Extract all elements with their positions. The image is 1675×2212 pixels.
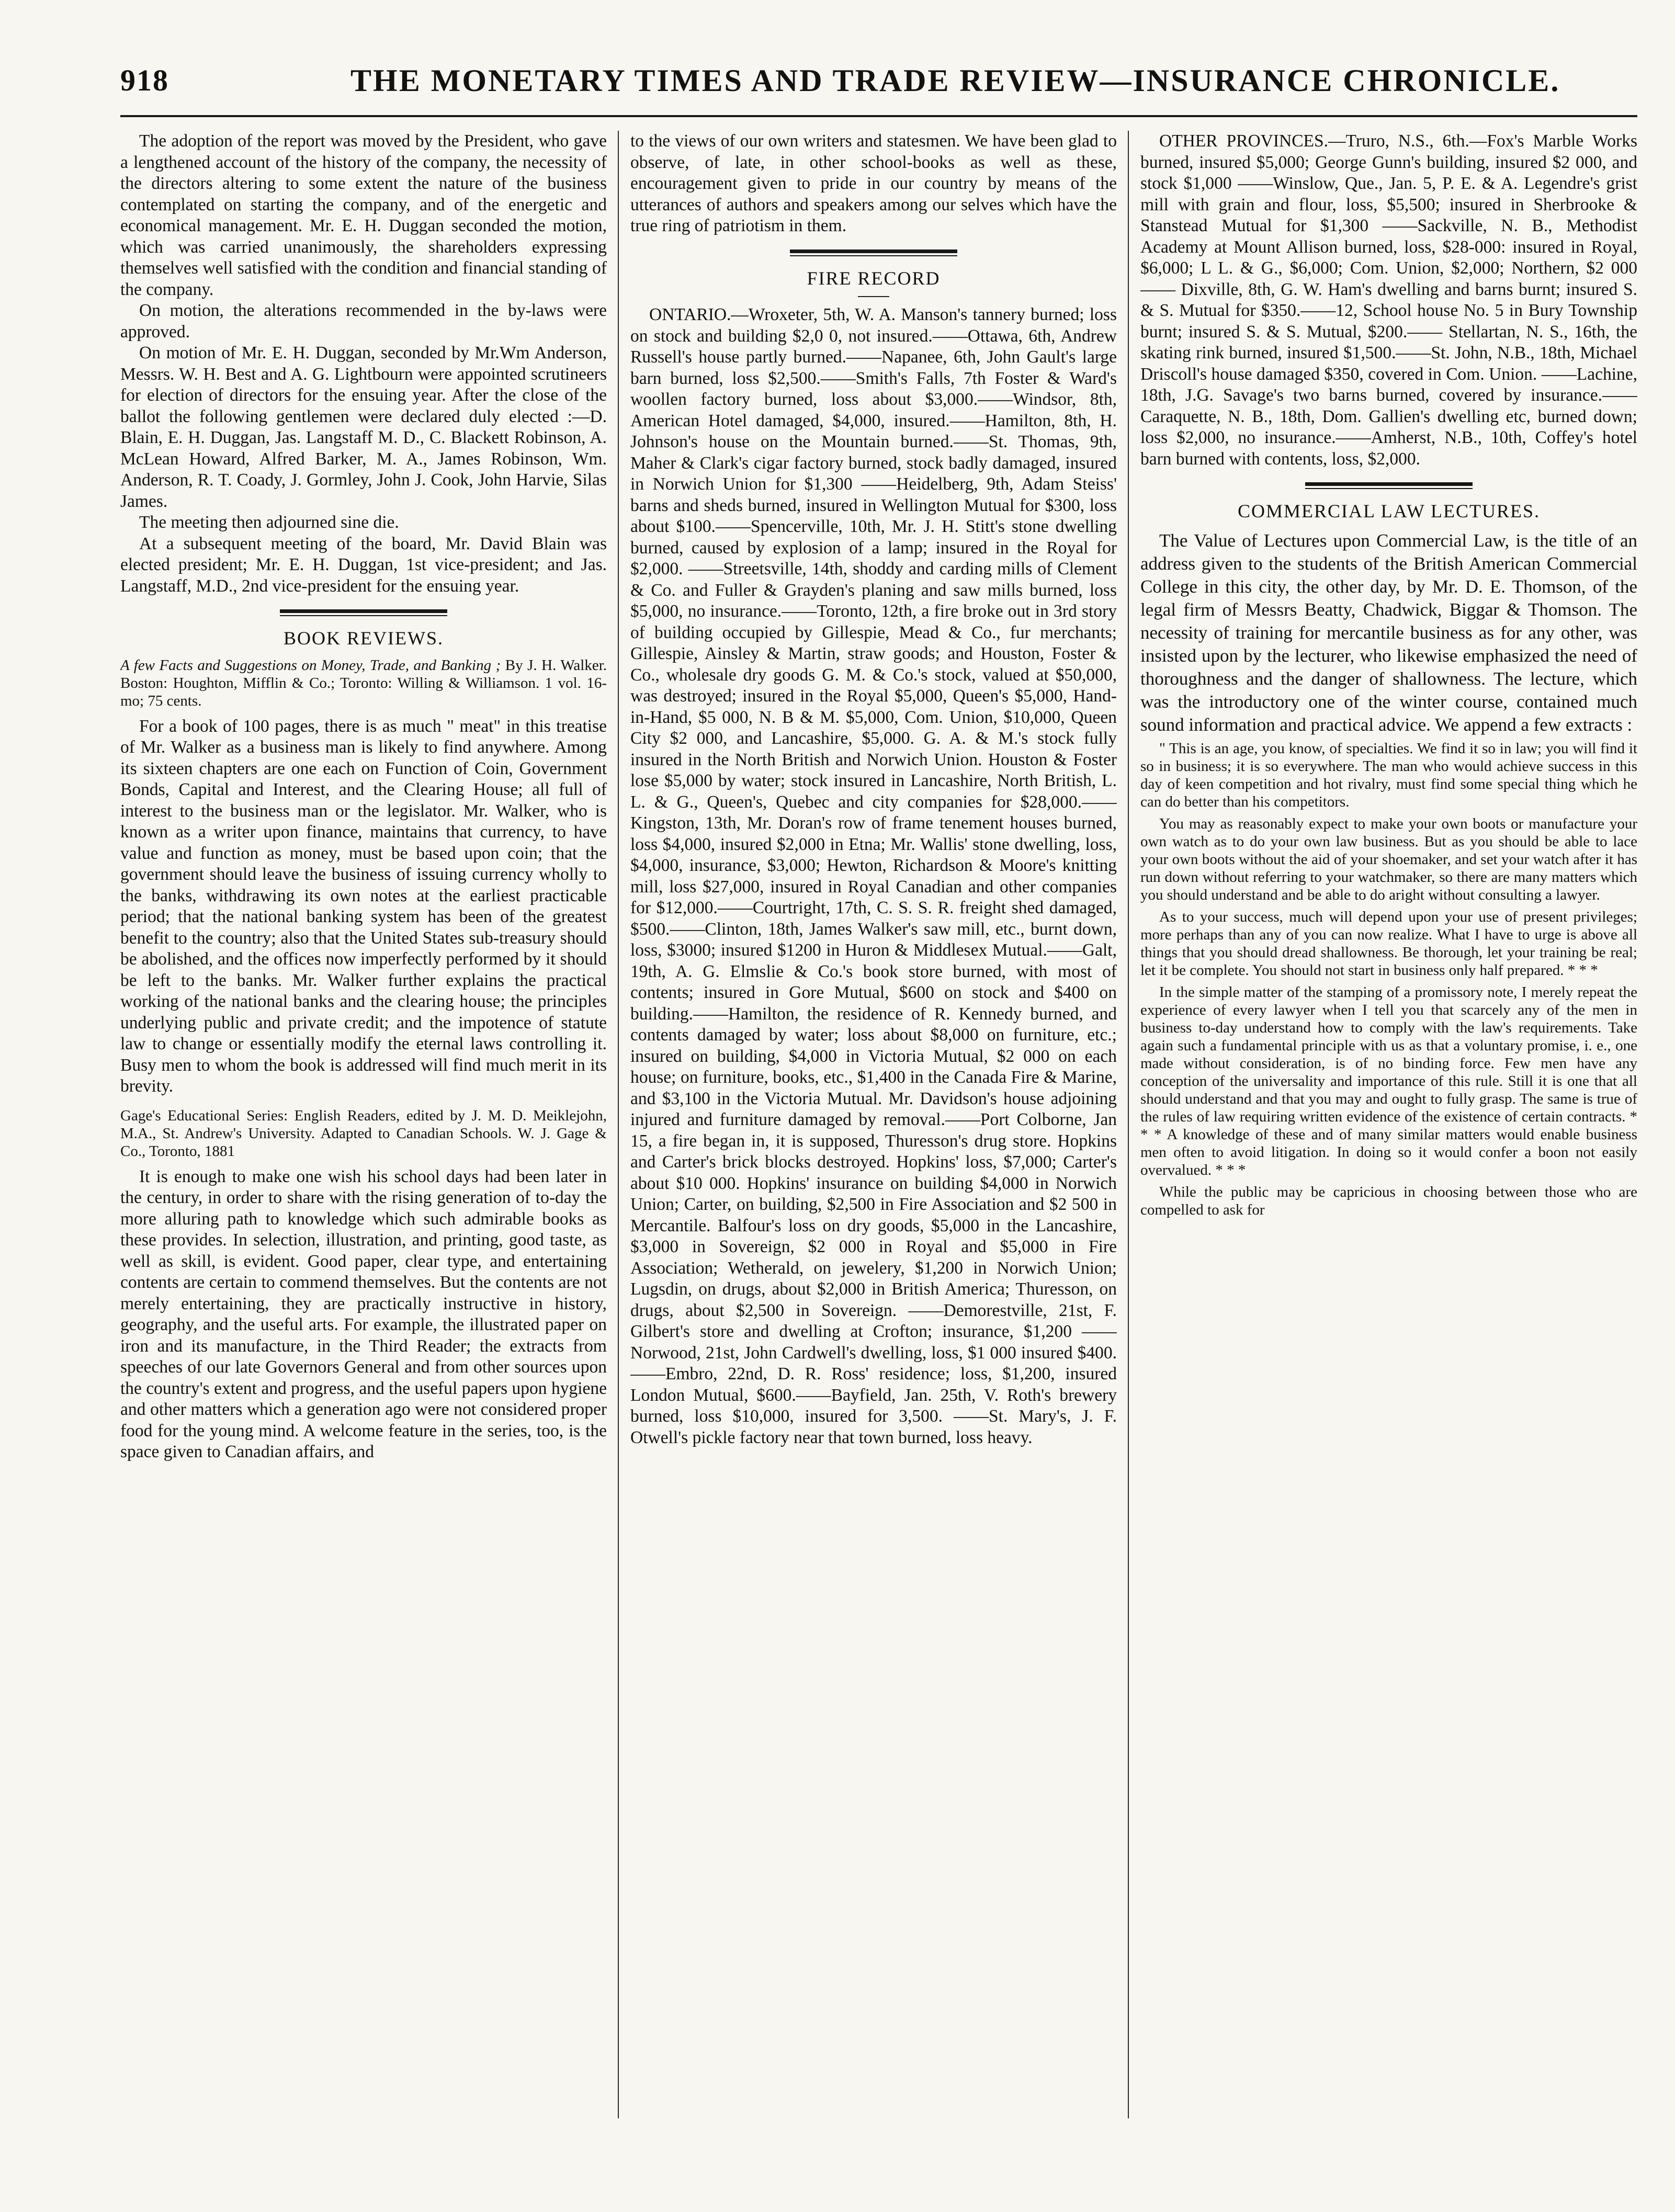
fire-record-heading: FIRE RECORD [807,267,941,289]
heading-underline [858,296,889,297]
meeting-paragraph: On motion of Mr. E. H. Duggan, seconded by Mr.Wm Anderson, Messrs. W. H. Best and A. G. Lightbourn were appointed scrutineers for election of directors for the ensuing year. After the close of the ballot the following gentlemen were declared duly elected :—D. Blain, E. H. Duggan, Jas. Langstaff M. D., C. Blackett Robinson, A. McLean Howard, Alfred Barker, M. A., James Robinson, Wm. Anderson, R. T. Coady, J. Gormley, John J. Cook, John Harvie, Silas James. [120,343,607,511]
page-header [120,58,1637,117]
masthead-title: THE MONETARY TIMES AND TRADE REVIEW—INSURANCE CHRONICLE. [350,63,1560,98]
lecture-extract: While the public may be capricious in choosing between those who are compelled to ask for [1140,1183,1637,1218]
meeting-paragraph: On motion, the alterations recommended in the by-laws were approved. [120,301,607,342]
review-citation-title: A few Facts and Suggestions on Money, Trade, and Banking ; [120,656,501,674]
lecture-extract: As to your success, much will depend upon your use of present privileges; more perhaps than any of you can now realize. What I have to urge is above all things that you should dread shallowness. Be thorough, let your training be real; let it be complete. You should not start in business only half prepared. * * * [1140,908,1637,979]
section-divider [280,609,447,616]
page-number: 918 [120,63,169,97]
fire-record-body: ONTARIO.—Wroxeter, 5th, W. A. Manson's tannery burned; loss on stock and building $2,0 0, not insured.——Ottawa, 6th, Andrew Russell's house partly burned.——Napanee, 6th, John Gault's large barn burned, loss $2,500.——Smith's Falls, 7th Foster & Ward's woollen factory burned, loss about $3,000.——Windsor, 8th, American Hotel damaged, $4,000, insured.——Hamilton, 8th, H. Johnson's house on the Mountain burned.——St. Thomas, 9th, Maher & Clark's cigar factory burned, stock badly damaged, insured in Norwich Union for $1,300 ——Heidelberg, 9th, Adam Steiss' barns and sheds burned, insured in Wellington Mutual for $300, loss about $100.——Spencerville, 10th, Mr. J. H. Stitt's stone dwelling burned, caused by explosion of a lamp; insured in the Royal for $2,000. ——Streetsville, 14th, shoddy and carding mills of Clement & Co. and Fuller & Grayden's planing and saw mills burned, loss $5,000, no insurance.——Toronto, 12th, a fire broke out in 3rd story of building occupied by Gillespie, Mead & Co., fur merchants; Gillespie, Ainsley & Martin, straw goods; and Houston, Foster & Co., wholesale dry goods G. M. & Co.'s stock, valued at $50,000, was destroyed; insured in the Royal $5,000, Queen's $5,000, Hand-in-Hand, $5 000, N. B & M. $5,000, Com. Union, $10,000, Queen City $2 000, and Lancashire, $5,000. G. A. & M.'s stock fully insured in the North British and Norwich Union. Houston & Foster lose $5,000 by water; stock insured in Lancashire, North British, L. L. & G., Queen's, Quebec and city companies for $28,000.——Kingston, 13th, Mr. Doran's row of frame tenement houses burned, loss $4,000, insured $2,000 in Etna; Mr. Wallis' stone dwelling, loss, $4,000, insurance, $3,000; Hewton, Richardson & Moore's knitting mill, loss $27,000, insured in Royal Canadian and other companies for $12,000.——Courtright, 17th, C. S. S. R. freight shed damaged, $500.——Clinton, 18th, James Walker's saw mill, etc., burnt down, loss, $3000; insured $1200 in Huron & Middlesex Mutual.——Galt, 19th, A. G. Elmslie & Co.'s book store burned, with most of contents; insured in Gore Mutual, $600 on stock and $400 on building.——Hamilton, the residence of R. Kennedy burned, and contents damaged by water; loss about $8,000 on furniture, etc.; insured on building, $4,000 in Victoria Mutual, $2 000 on each house; on furniture, books, etc., $1,400 in the Canada Fire & Marine, and $3,100 in the Victoria Mutual. Mr. Davidson's house adjoining injured and furniture damaged by removal.——Port Colborne, Jan 15, a fire began in, it is supposed, Thuresson's drug store. Hopkins and Carter's brick blocks destroyed. Hopkins' loss, $7,000; Carter's about $10 000. Hopkins' insurance on building $4,000 in Norwich Union; Carter, on building, $2,500 in Fire Association and $2 500 in Mercantile. Balfour's loss on dry goods, $5,000 in the Lancashire, $3,000 in Sovereign, $2 000 in Royal and $5,000 in Fire Association; Wetherald, on jewelery, $1,200 in Norwich Union; Lugsdin, on drugs, about $2,000 in British America; Thuresson, on drugs, about $2,500 in Sovereign. ——Demorestville, 21st, F. Gilbert's store and dwelling at Crofton; insurance, $1,200 ——Norwood, 21st, John Cardwell's dwelling, loss, $1 000 insured $400.——Embro, 22nd, D. R. Ross' residence; loss, $1,200, insured London Mutual, $600.——Bayfield, Jan. 25th, V. Roth's brewery burned, loss $10,000, insured for 3,500. ——St. Mary's, J. F. Otwell's pickle factory near that town burned, loss heavy. [630,305,1117,1447]
lecture-extract: In the simple matter of the stamping of a promissory note, I merely repeat the experience of every lawyer when I tell you that scarcely any of the men in business to-day understand how to comply with the law's requirements. Take again such a fundamental principle with us as that a voluntary promise, i. e., one made without consideration, is of no binding force. Few men have any conception of the universality and importance of this rule. Still it is one that all should understand and that you may and ought to fully grasp. The same is true of the rules of law requiring written evidence of the existence of certain contracts. * * * A knowledge of these and of many similar matters would enable business men often to avoid litigation. In doing so it would confer a boon not easily overvalued. * * * [1140,983,1637,1178]
section-divider [1305,482,1473,489]
review-body: For a book of 100 pages, there is as much " meat" in this treatise of Mr. Walker as a business man is likely to find anywhere. Among its sixteen chapters are one each on Function of Coin, Government Bonds, Capital and Interest, and the Clearing House; all full of interest to the business man or the legislator. Mr. Walker, who is known as a writer upon finance, maintains that currency, to have value and function as money, must be based upon coin; that the government should leave the business of issuing currency wholly to the banks, withdrawing its own notes at the earliest practicable period; that the national banking system has been of the greatest benefit to the country; also that the United States sub-treasury should be abolished, and the offices now imperfectly performed by it should be left to the banks. Mr. Walker further explains the practical working of the national banks and the clearing house; the principles underlying public and private credit; and the impotence of statute law to change or essentially modify the eternal laws controlling it. Busy men to whom the book is addressed will find much merit in its brevity. [120,716,607,1096]
review-body: It is enough to make one wish his school days had been later in the century, in order to share with the rising generation of to-day the more alluring path to knowledge which such admirable books as these provides. In selection, illustration, and printing, good taste, as well as skill, is evident. Good paper, clear type, and entertaining contents are certain to commend themselves. But the contents are not merely entertaining, they are practically instructive in history, geography, and the useful arts. For example, the illustrated paper on iron and its manufacture, in the Third Reader; the extracts from speeches of our late Governors General and from other sources upon the country's extent and progress, and the useful papers upon hygiene and other matters which a generation ago were not considered proper food for the young mind. A welcome feature in the series, too, is the space given to Canadian affairs, and [120,1166,607,1461]
review-citation [120,656,607,710]
section-divider [790,249,957,256]
meeting-paragraph: The adoption of the report was moved by the President, who gave a lengthened account of the history of the company, the necessity of the directors altering to some extent the nature of the business contemplated on starting the company, and of the energetic and economical management. Mr. E. H. Duggan seconded the motion, which was carried unanimously, the shareholders expressing themselves well satisfied with the condition and financial standing of the company. [120,131,607,299]
column-rule [1128,131,1129,2118]
lecture-extract: You may as reasonably expect to make your own boots or manufacture your own watch as to do your own law business. But as you should be able to lace your own boots without the aid of your shoemaker, and set your watch after it has run down without referring to your watchmaker, so there are many matters which you should understand and be able to do aright without consulting a lawyer. [1140,815,1637,903]
other-provinces-paragraph: OTHER PROVINCES.—Truro, N.S., 6th.—Fox's Marble Works burned, insured $5,000; George Gunn's building, insured $2 000, and stock $1,000 ——Winslow, Que., Jan. 5, P. E. & A. Legendre's grist mill with grain and flour, loss, $5,500; insured in Sherbrooke & Stanstead Mutual for $1,300 ——Sackville, N. B., Methodist Academy at Mount Allison burned, loss, $28-000: insured in Royal, $6,000; L L. & G., $6,000; Com. Union, $2,000; Northern, $2 000 —— Dixville, 8th, G. W. Ham's dwelling and barns burnt; insured S. & S. Mutual for $350.——12, School house No. 5 in Bury Township burnt; insured S. & S. Mutual, $200.—— Stellartan, N. S., 16th, the skating rink burned, insured $1,500.——St. John, N.B., 18th, Michael Driscoll's house damaged $350, covered in Com. Union. ——Lachine, 18th, J.G. Savage's two barns burned, covered by insurance.——Caraquette, N. B., 18th, Dom. Gallien's dwelling etc, burned down; loss $2,000, no insurance.——Amherst, N.B., 10th, Coffey's hotel barn burned with contents, loss, $2,000. [1140,131,1637,469]
book-reviews-heading: BOOK REVIEWS. [284,628,444,649]
review-continuation: to the views of our own writers and statesmen. We have been glad to observe, of late, in other school-books as well as these, encouragement given to pride in our country by means of the utterances of authors and speakers among our selves which have the true ring of patriotism in them. [630,131,1117,235]
column-middle [630,131,1117,2134]
review-citation: Gage's Educational Series: English Readers, edited by J. M. D. Meiklejohn, M.A., St. Andrew's University. Adapted to Canadian Schools. W. J. Gage & Co., Toronto, 1881 [120,1107,607,1160]
column-left [120,131,607,2134]
lecture-extract: " This is an age, you know, of specialties. We find it so in law; you will find it so in business; it is so everywhere. The man who would achieve success in this day of keen competition and hot rivalry, must find some special thing which he can do better than his competitors. [1140,740,1637,810]
law-intro-paragraph: The Value of Lectures upon Commercial Law, is the title of an address given to the students of the British American Commercial College in this city, the other day, by Mr. D. E. Thomson, of the legal firm of Messrs Beatty, Chadwick, Biggar & Thomson. The necessity of training for mercantile business as for any other, was insisted upon by the lecturer, who likewise emphasized the need of thoroughness and the danger of shallowness. The lecture, which was the introductory one of the winter course, contained much sound information and practical advice. We append a few extracts : [1140,530,1637,735]
column-rule [618,131,619,2118]
commercial-law-heading: COMMERCIAL LAW LECTURES. [1237,501,1541,521]
meeting-paragraph: The meeting then adjourned sine die. [139,513,399,532]
column-right [1140,131,1637,2134]
review-citation-rest: By J. H. Walker. Boston: Houghton, Mifflin & Co.; Toronto: Willing & Williamson. 1 vol. 16-mo; 75 cents. [120,656,607,709]
meeting-paragraph: At a subsequent meeting of the board, Mr. David Blain was elected president; Mr. E. H. Duggan, 1st vice-president; and Jas. Langstaff, M.D., 2nd vice-president for the ensuing year. [120,534,607,596]
